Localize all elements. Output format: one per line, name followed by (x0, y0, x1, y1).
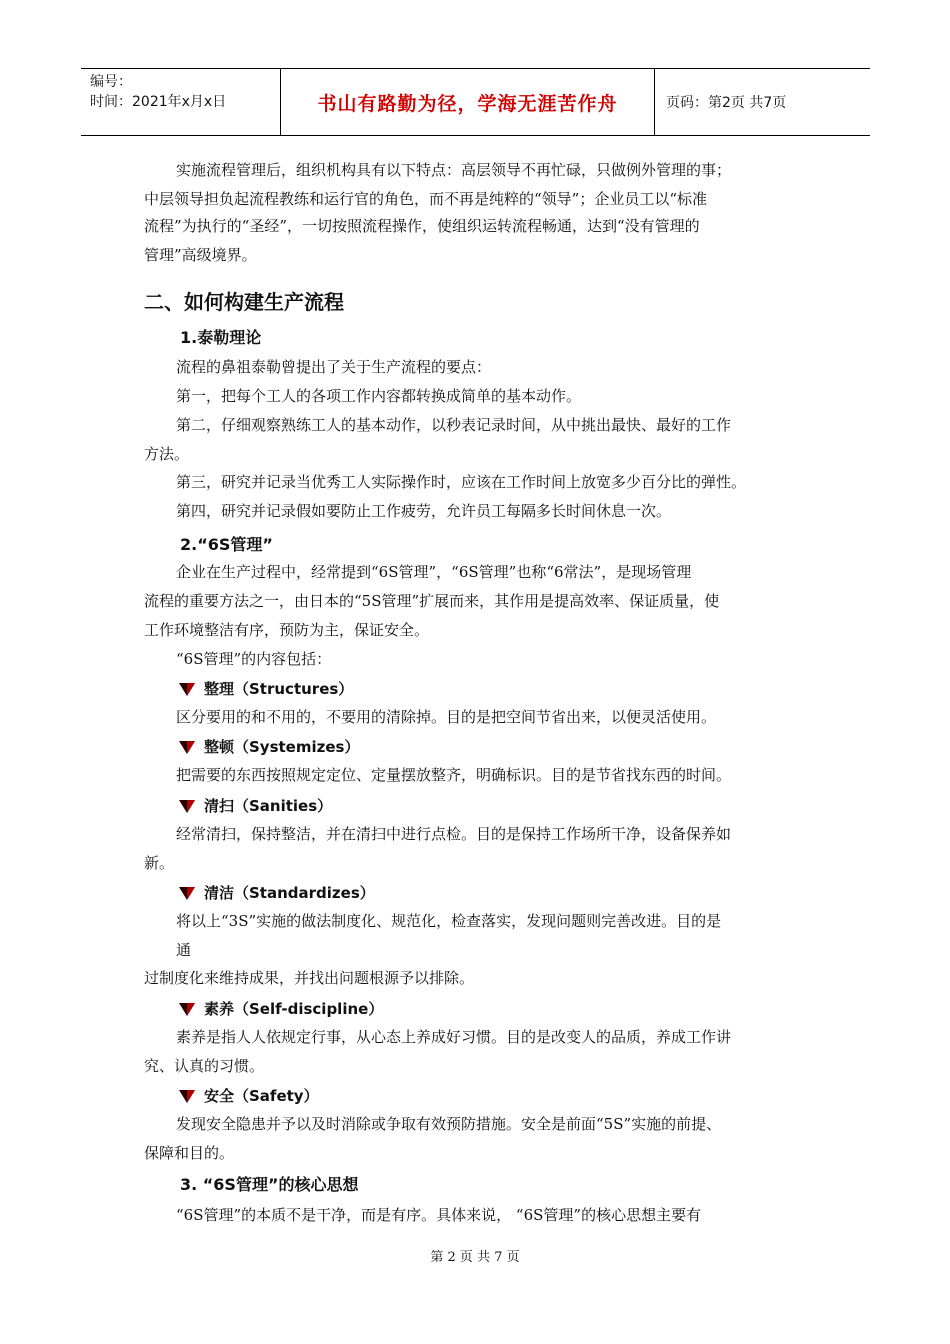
paragraph-line: 流程的重要方法之一，由日本的“5S管理”扩展而来，其作用是提高效率、保证质量，使 (144, 592, 720, 610)
item-line: 究、认真的习惯。 (144, 1057, 265, 1075)
paragraph-line: 第三，研究并记录当优秀工人实际操作时，应该在工作时间上放宽多少百分比的弹性。 (176, 473, 747, 491)
item-line: 保障和目的。 (144, 1144, 235, 1162)
intro-line: 实施流程管理后，组织机构具有以下特点：高层领导不再忙碌，只做例外管理的事； (176, 161, 732, 179)
subsection-heading: 2.“6S管理” (180, 535, 273, 554)
list-item-title (178, 678, 353, 699)
item-title-text: 清扫（Sanities） (204, 797, 333, 815)
arrow-bullet-icon (178, 681, 196, 697)
item-title-text: 素养（Self-discipline） (204, 1000, 384, 1018)
arrow-bullet-icon (178, 885, 196, 901)
item-line: 经常清扫，保持整洁，并在清扫中进行点检。目的是保持工作场所干净，设备保养如 (176, 825, 732, 843)
section-heading: 二、如何构建生产流程 (144, 290, 344, 314)
item-title-text: 整理（Structures） (204, 680, 354, 698)
subsection-heading: 1.泰勒理论 (180, 328, 262, 347)
item-line: 区分要用的和不用的，不要用的清除掉。目的是把空间节省出来，以便灵活使用。 (176, 708, 717, 726)
paragraph-line: “6S管理”的内容包括： (176, 650, 332, 668)
paragraph-line: “6S管理”的本质不是干净，而是有序。具体来说， “6S管理”的核心思想主要有 (176, 1206, 702, 1224)
paragraph-line: 方法。 (144, 445, 190, 463)
subsection-heading: 3. “6S管理”的核心思想 (180, 1175, 359, 1194)
paragraph-line: 流程的鼻祖泰勒曾提出了关于生产流程的要点： (176, 358, 492, 376)
intro-line: 中层领导担负起流程教练和运行官的角色，而不再是纯粹的“领导”；企业员工以“标准 (144, 190, 708, 208)
item-title-text: 清洁（Standardizes） (204, 884, 375, 902)
item-line: 过制度化来维持成果，并找出问题根源予以排除。 (144, 969, 475, 987)
page-footer: 第 2 页 共 7 页 (430, 1250, 520, 1265)
intro-line: 管理”高级境界。 (144, 246, 257, 264)
list-item-title (178, 795, 332, 816)
intro-line: 流程”为执行的“圣经”，一切按照流程操作，使组织运转流程畅通，达到“没有管理的 (144, 217, 700, 235)
item-title-text: 安全（Safety） (204, 1087, 319, 1105)
paragraph-line: 第一，把每个工人的各项工作内容都转换成简单的基本动作。 (176, 387, 582, 405)
paragraph-line: 企业在生产过程中，经常提到“6S管理”，“6S管理”也称“6常法”，是现场管理 (176, 563, 692, 581)
motto: 书山有路勤为径，学海无涯苦作舟 (281, 69, 655, 135)
item-line: 新。 (144, 854, 175, 872)
arrow-bullet-icon (178, 1088, 196, 1104)
item-title-text: 整顿（Systemizes） (204, 738, 360, 756)
arrow-bullet-icon (178, 739, 196, 755)
list-item-title (178, 998, 383, 1019)
paragraph-line: 第四，研究并记录假如要防止工作疲劳，允许员工每隔多长时间休息一次。 (176, 502, 672, 520)
item-line: 素养是指人人依规定行事，从心态上养成好习惯。目的是改变人的品质，养成工作讲 (176, 1028, 732, 1046)
header-table (81, 68, 870, 136)
item-line: 发现安全隐患并予以及时消除或争取有效预防措施。安全是前面“5S”实施的前提、 (176, 1115, 722, 1133)
header-left-cell (81, 69, 281, 135)
paragraph-line: 工作环境整洁有序，预防为主，保证安全。 (144, 621, 430, 639)
time-label: 时间：2021年x月x日 (90, 94, 227, 110)
arrow-bullet-icon (178, 1001, 196, 1017)
page-info: 页码：第2页 共7页 (666, 95, 787, 111)
arrow-bullet-icon (178, 798, 196, 814)
list-item-title (178, 736, 359, 757)
paragraph-line: 第二，仔细观察熟练工人的基本动作，以秒表记录时间，从中挑出最快、最好的工作 (176, 416, 732, 434)
item-line: 通 (176, 941, 192, 959)
item-line: 把需要的东西按照规定定位、定量摆放整齐，明确标识。目的是节省找东西的时间。 (176, 766, 732, 784)
list-item-title (178, 882, 375, 903)
number-label: 编号： (90, 74, 132, 90)
list-item-title (178, 1085, 319, 1106)
item-line: 将以上“3S”实施的做法制度化、规范化，检查落实，发现问题则完善改进。目的是 (176, 912, 722, 930)
